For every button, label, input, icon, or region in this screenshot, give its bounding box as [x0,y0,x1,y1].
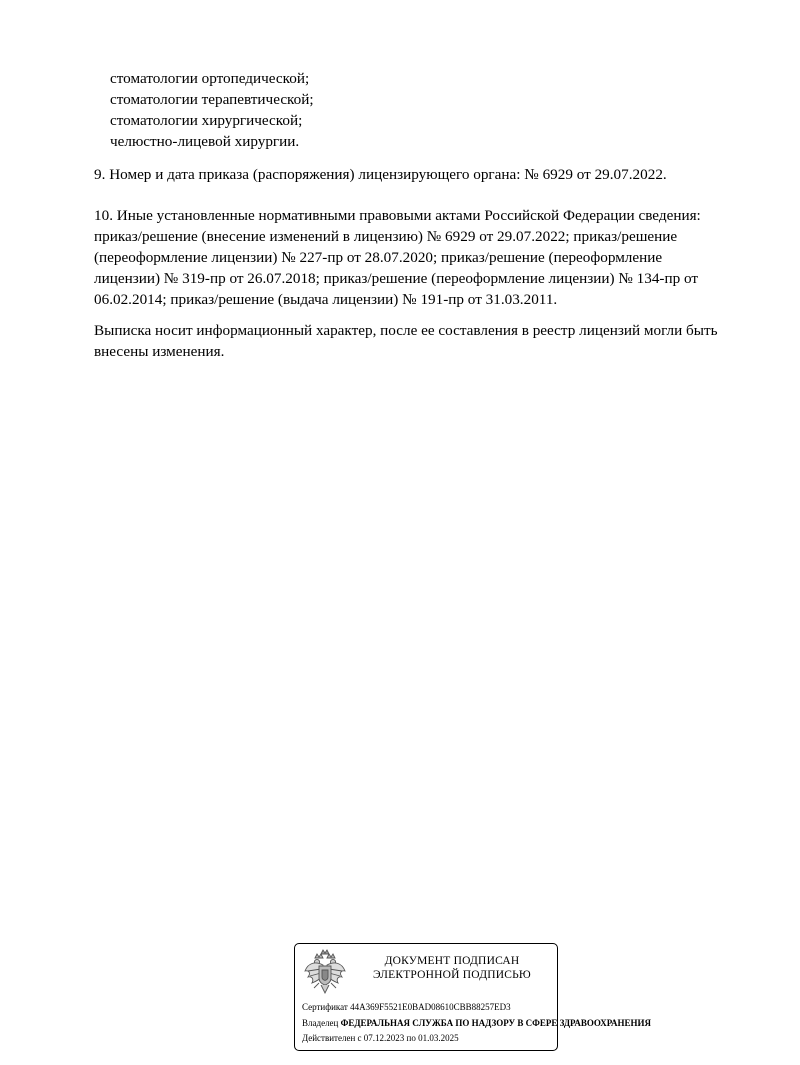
certificate-line [302,1002,511,1013]
owner-label: Владелец [302,1018,339,1028]
section-10-line: 10. Иные установленные нормативными правовыми актами Российской Федерации сведения: [94,207,701,224]
specialties-list [110,68,314,152]
validity-text: Действителен с 07.12.2023 по 01.03.2025 [302,1033,459,1043]
section-10-line: (переоформление лицензии) № 227-пр от 28.07.2020; приказ/решение (переоформление [94,249,663,266]
certificate-label: Сертификат [302,1002,348,1012]
section-10-line: лицензии) № 319-пр от 26.07.2018; приказ/решение (переоформление лицензии) № 134-пр от [94,270,699,287]
section-10-line: 06.02.2014; приказ/решение (выдача лицензии) № 191-пр от 31.03.2011. [94,291,558,308]
section-10-other-info [94,205,764,310]
list-item: челюстно-лицевой хирургии. [110,133,300,150]
coat-of-arms-icon [303,949,347,995]
stamp-title-line: ЭЛЕКТРОННОЙ ПОДПИСЬЮ [373,969,531,981]
list-item: стоматологии ортопедической; [110,70,310,87]
section-9-order-number [94,164,764,185]
owner-value: ФЕДЕРАЛЬНАЯ СЛУЖБА ПО НАДЗОРУ В СФЕРЕ ЗДРАВООХРАНЕНИЯ [340,1018,652,1028]
note-line: Выписка носит информационный характер, после ее составления в реестр лицензий могли быть [94,322,718,339]
section-10-line: приказ/решение (внесение изменений в лицензию) № 6929 от 29.07.2022; приказ/решение [94,228,678,245]
validity-line [302,1033,459,1044]
electronic-signature-stamp [294,943,652,1051]
informational-note [94,320,764,362]
section-9-text: 9. Номер и дата приказа (распоряжения) лицензирующего органа: № 6929 от 29.07.2022. [94,166,667,183]
list-item: стоматологии хирургической; [110,112,303,129]
note-line: внесены изменения. [94,343,225,360]
stamp-title-line: ДОКУМЕНТ ПОДПИСАН [384,955,520,967]
stamp-title [357,954,547,982]
owner-line [302,1018,651,1029]
certificate-value: 44A369F5521E0BAD08610CBB88257ED3 [350,1002,511,1012]
list-item: стоматологии терапевтической; [110,91,314,108]
